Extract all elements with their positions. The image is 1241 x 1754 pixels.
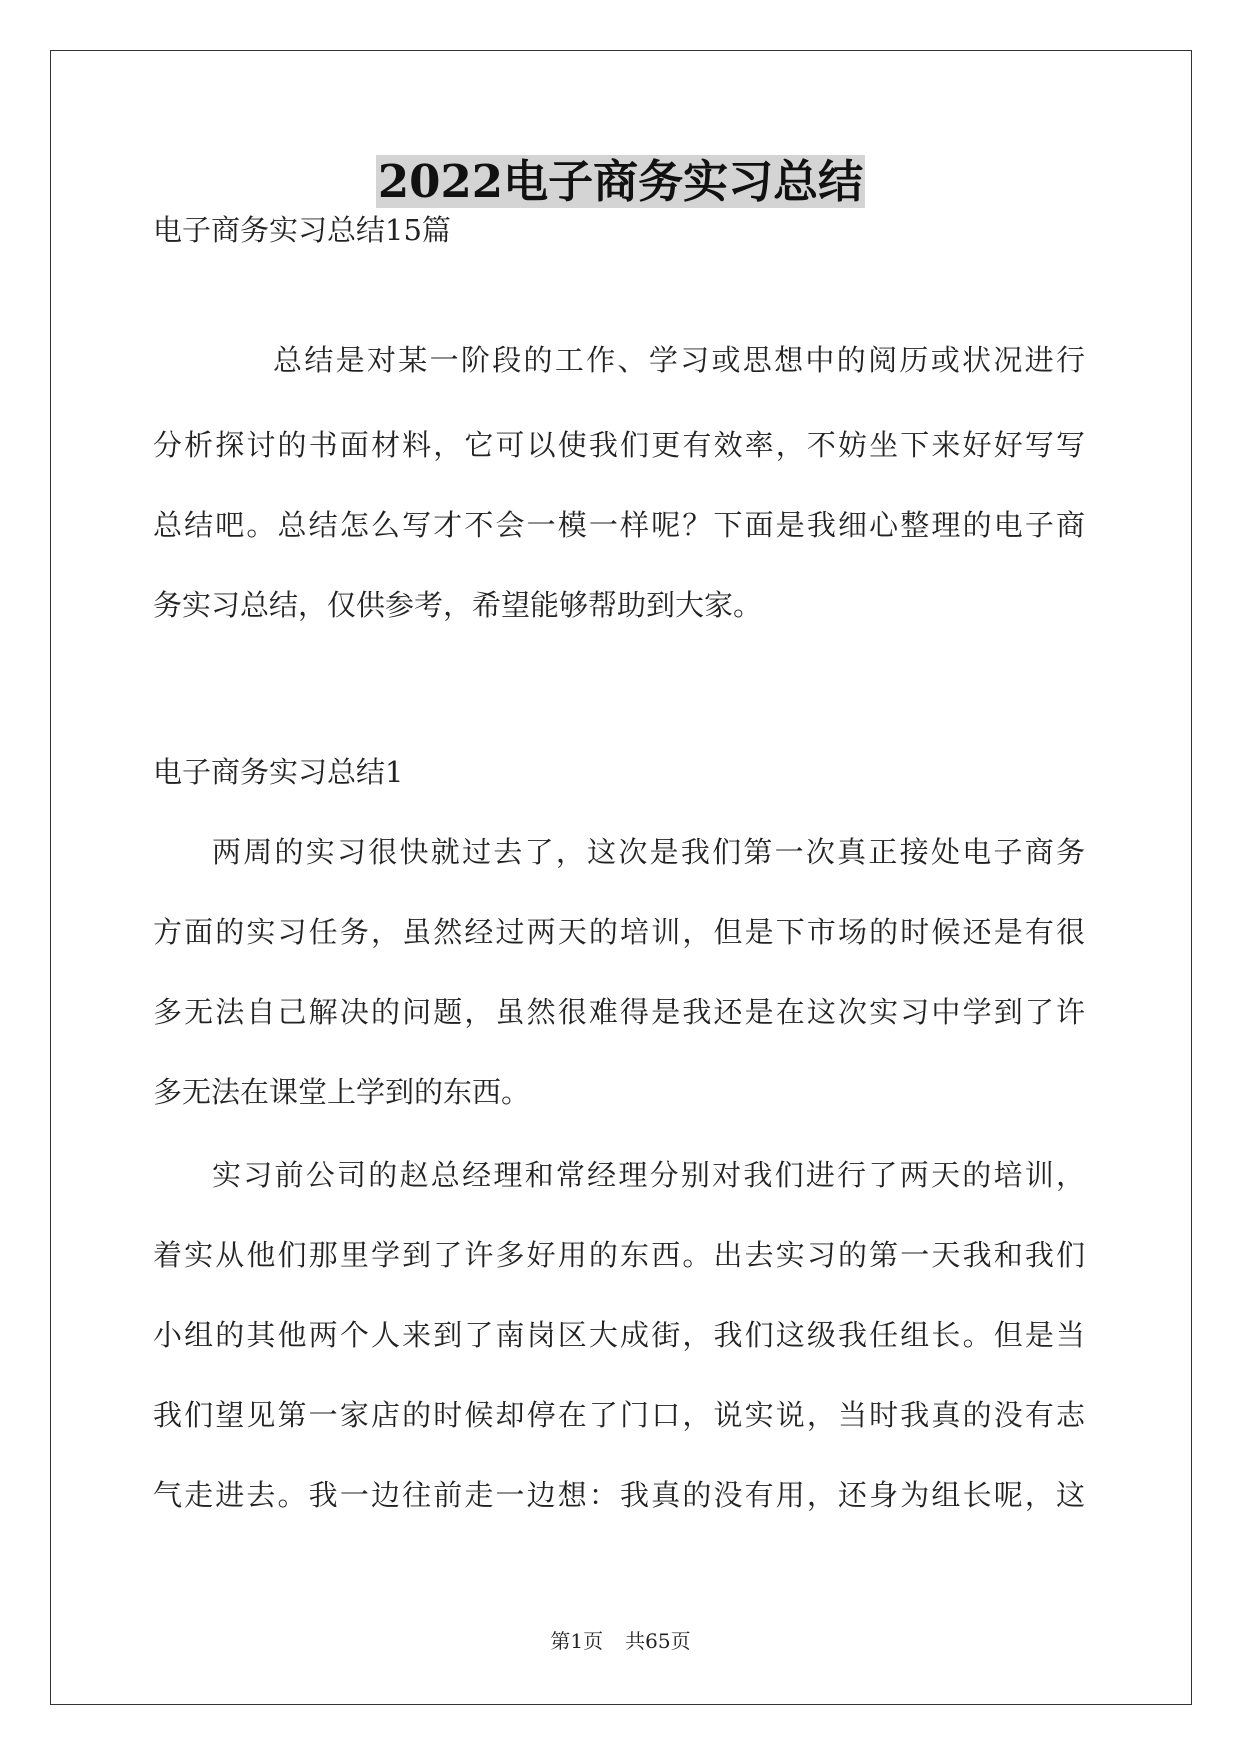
- paragraph-line: 实习前公司的赵总经理和常经理分别对我们进行了两天的培训，: [212, 1158, 1085, 1192]
- document-title: [0, 152, 1241, 212]
- paragraph-line: 多无法在课堂上学到的东西。: [153, 1075, 531, 1109]
- page-border: [50, 50, 1192, 1705]
- paragraph-line: 气走进去。我一边往前走一边想：我真的没有用，还身为组长呢，这: [153, 1478, 1085, 1512]
- paragraph-line: 多无法自己解决的问题，虽然很难得是我还是在这次实习中学到了许: [153, 995, 1085, 1029]
- paragraph-line: 两周的实习很快就过去了，这次是我们第一次真正接处电子商务: [212, 835, 1085, 869]
- paragraph-line: 我们望见第一家店的时候却停在了门口，说实说，当时我真的没有志: [153, 1398, 1085, 1432]
- document-subtitle: 电子商务实习总结15篇: [153, 213, 451, 247]
- paragraph-line: 着实从他们那里学到了许多好用的东西。出去实习的第一天我和我们: [153, 1238, 1085, 1272]
- intro-line: 总结吧。总结怎么写才不会一模一样呢？下面是我细心整理的电子商: [153, 508, 1085, 542]
- document-title-text: 2022电子商务实习总结: [377, 155, 864, 208]
- page-footer: [0, 1627, 1241, 1655]
- paragraph-line: 方面的实习任务，虽然经过两天的培训，但是下市场的时候还是有很: [153, 915, 1085, 949]
- section-heading: 电子商务实习总结1: [153, 755, 404, 789]
- intro-line: 分析探讨的书面材料，它可以使我们更有效率，不妨坐下来好好写写: [153, 428, 1085, 462]
- paragraph-line: 小组的其他两个人来到了南岗区大成街，我们这级我任组长。但是当: [153, 1318, 1085, 1352]
- total-pages-label: 共65页: [625, 1629, 691, 1653]
- current-page-label: 第1页: [550, 1629, 604, 1653]
- intro-line: 务实习总结，仅供参考，希望能够帮助到大家。: [153, 588, 763, 622]
- intro-line: 总结是对某一阶段的工作、学习或思想中的阅历或状况进行: [273, 343, 1085, 377]
